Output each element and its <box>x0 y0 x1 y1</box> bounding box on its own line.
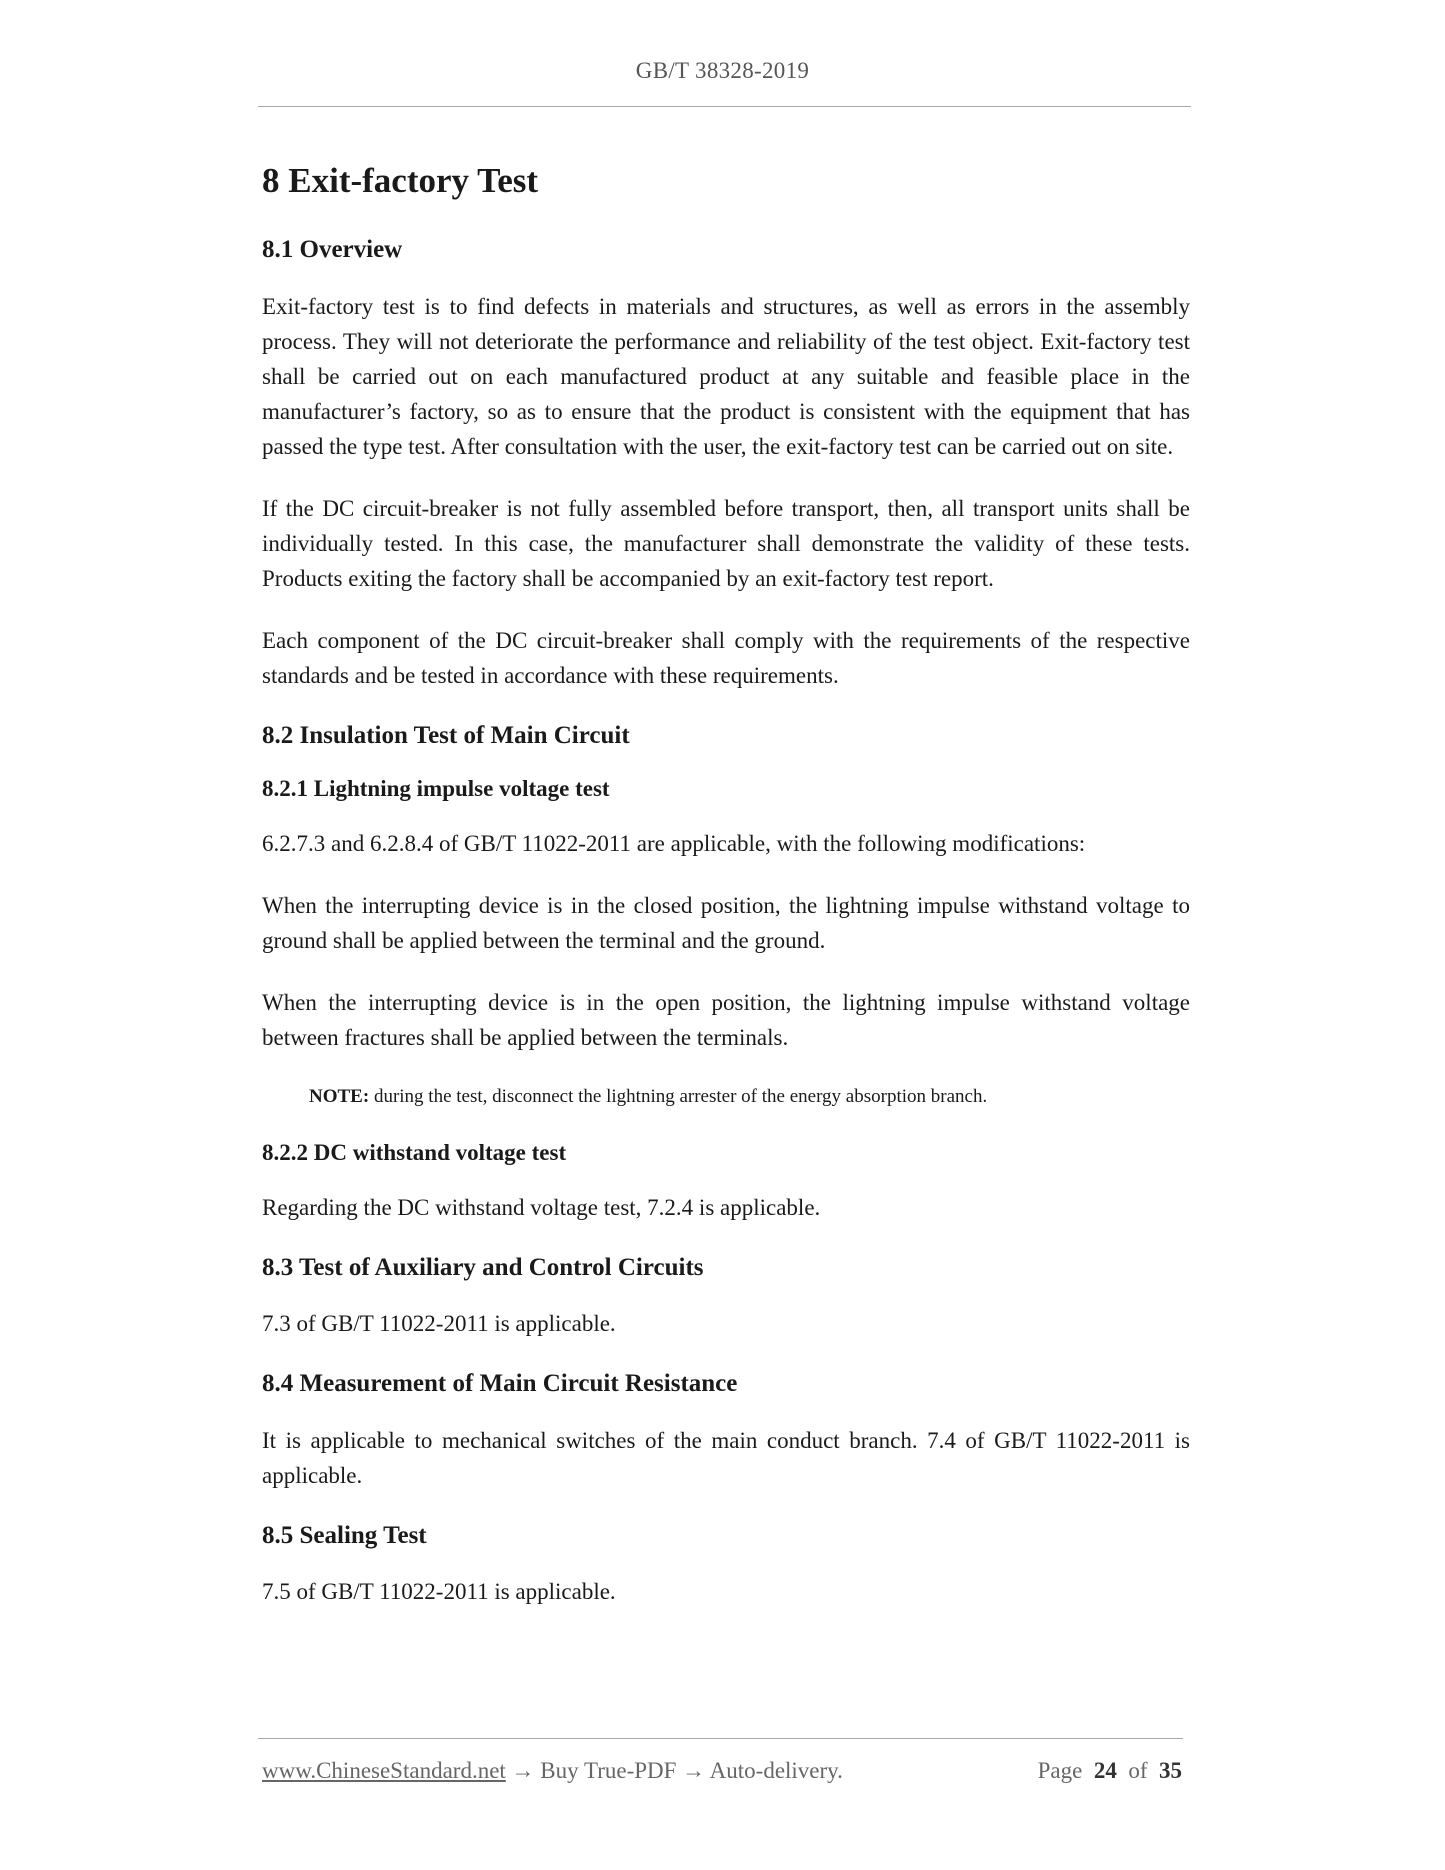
section-8-4-heading: 8.4 Measurement of Main Circuit Resistance <box>262 1370 738 1398</box>
section-8-5-heading: 8.5 Sealing Test <box>262 1521 427 1549</box>
note <box>309 1082 1190 1112</box>
note-text: during the test, disconnect the lightning arrester of the energy absorption branch. <box>369 1085 988 1107</box>
footer-left <box>262 1758 843 1783</box>
section-8-1-paragraph-2: If the DC circuit-breaker is not fully assembled before transport, then, all transport units shall be individually tested. In this case, the manufacturer shall demonstrate the validity of these tests. Products exiting the factory shall be accompanied by an exit-factory test report. <box>262 495 1190 591</box>
section-8-2-1-paragraph-2: When the interrupting device is in the closed position, the lightning impulse withstand voltage to ground shall be applied between the terminal and the ground. <box>262 892 1190 953</box>
section-8-5-paragraph-1: 7.5 of GB/T 11022-2011 is applicable. <box>262 1579 616 1605</box>
page-counter <box>1038 1758 1182 1784</box>
page-number: 24 <box>1093 1758 1117 1783</box>
section-8-heading: 8 Exit-factory Test <box>262 161 539 200</box>
section-8-1-heading: 8.1 Overview <box>262 236 403 263</box>
section-8-2-1-heading: 8.2.1 Lightning impulse voltage test <box>262 776 610 801</box>
page-footer <box>262 1758 1182 1784</box>
section-8-2-heading: 8.2 Insulation Test of Main Circuit <box>262 721 630 749</box>
of-label: of <box>1128 1758 1148 1783</box>
section-8-3-paragraph-1: 7.3 of GB/T 11022-2011 is applicable. <box>262 1311 616 1337</box>
header-divider <box>258 106 1191 107</box>
section-8-2-2-paragraph-1: Regarding the DC withstand voltage test, 7.2.4 is applicable. <box>262 1194 821 1220</box>
footer-tagline: → Buy True-PDF → Auto-delivery. <box>505 1758 843 1783</box>
section-8-3-heading: 8.3 Test of Auxiliary and Control Circuits <box>262 1253 704 1281</box>
section-8-2-1-paragraph-3: When the interrupting device is in the open position, the lightning impulse withstand voltage between fractures shall be applied between the terminals. <box>262 989 1190 1050</box>
page-total: 35 <box>1159 1758 1182 1783</box>
section-8-1-paragraph-1: Exit-factory test is to find defects in materials and structures, as well as errors in the assembly process. They will not deteriorate the performance and reliability of the test object. Exit-factory test shall be carried out on each manufactured product at any suitable and feasible place in the manufacturer’s factory, so as to ensure that the product is consistent with the equipment that has passed the type test. After consultation with the user, the exit-factory test can be carried out on site. <box>262 293 1190 459</box>
section-8-2-1-paragraph-1: 6.2.7.3 and 6.2.8.4 of GB/T 11022-2011 are applicable, with the following modifications: <box>262 830 1086 856</box>
page-label: Page <box>1037 1758 1083 1783</box>
section-8-4-paragraph-1: It is applicable to mechanical switches of the main conduct branch. 7.4 of GB/T 11022-2011 is applicable. <box>262 1427 1190 1488</box>
note-label: NOTE: <box>309 1085 370 1107</box>
section-8-2-2-heading: 8.2.2 DC withstand voltage test <box>262 1139 567 1165</box>
page-header-title: GB/T 38328-2019 <box>635 58 810 83</box>
chinesestandard-link[interactable]: www.ChineseStandard.net <box>262 1758 506 1783</box>
document-body <box>262 160 1190 1636</box>
section-8-1-paragraph-3: Each component of the DC circuit-breaker shall comply with the requirements of the respective standards and be tested in accordance with these requirements. <box>262 627 1190 688</box>
footer-divider <box>258 1738 1183 1739</box>
